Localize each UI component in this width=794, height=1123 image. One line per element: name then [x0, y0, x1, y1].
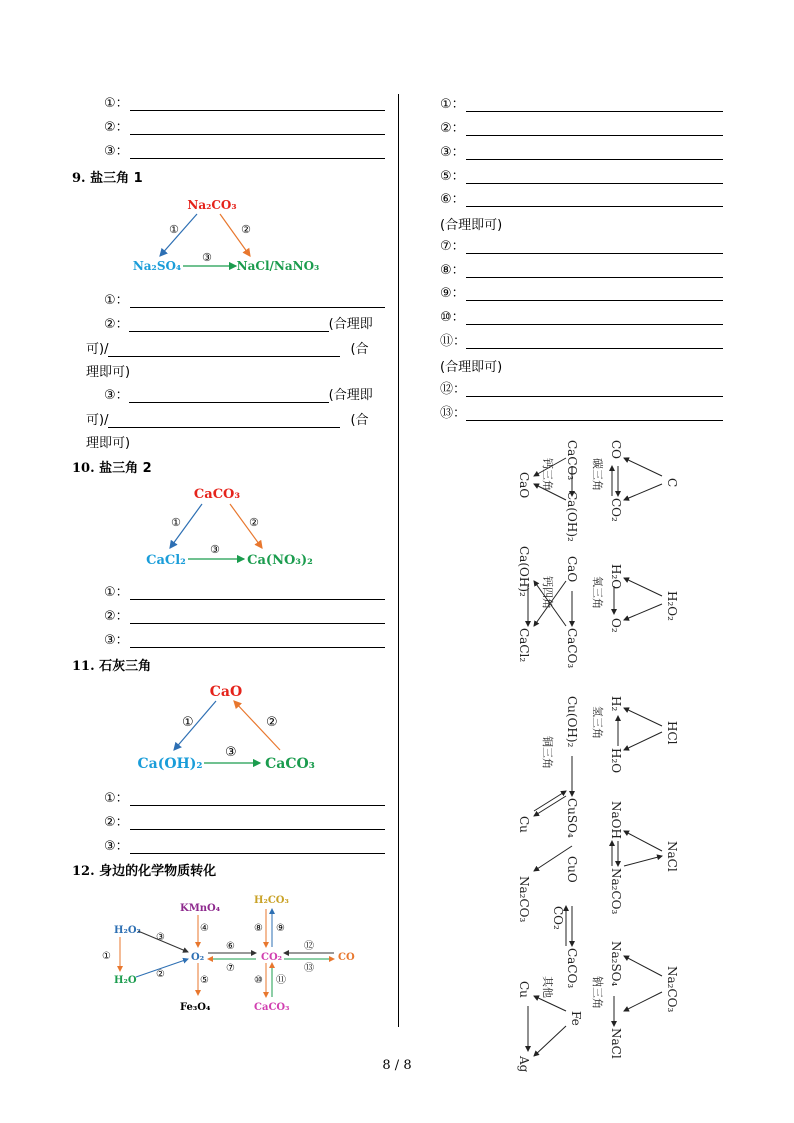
marker: ⑫：: [440, 382, 467, 397]
marker: ②：: [104, 120, 129, 135]
question-number: 10.: [72, 461, 95, 476]
question-number: 9.: [72, 171, 86, 186]
answer-line[interactable]: [440, 260, 723, 278]
label-7: ⑦: [226, 963, 235, 974]
marker: ①：: [440, 97, 465, 112]
fig-calcium3-caco3: CaCO₃: [565, 440, 579, 481]
note: (合理即: [328, 388, 373, 403]
question-10-heading: [72, 457, 152, 476]
label-2: ②: [156, 969, 165, 980]
node-h2co3: H₂CO₃: [254, 895, 289, 906]
label-1: ①: [169, 223, 179, 236]
arrow-1: [174, 701, 216, 750]
marker: ①：: [104, 293, 129, 308]
answer-line-3-cont[interactable]: [86, 409, 369, 428]
fig-oxygen-o2: O₂: [609, 618, 623, 633]
label-1: ①: [171, 516, 181, 529]
node-cao: CaO: [209, 684, 243, 700]
marker: ③：: [104, 144, 129, 159]
note: (合理即: [328, 317, 373, 332]
node-na2co3: Na₂CO₃: [187, 198, 237, 212]
answer-line[interactable]: [104, 836, 385, 854]
node-caoh2: Ca(OH)₂: [137, 756, 203, 772]
marker: ③：: [440, 145, 465, 160]
question-title: 石灰三角: [99, 659, 152, 674]
answer-line[interactable]: [440, 94, 723, 112]
fig-sodium-na2co3-b: Na₂CO₃: [665, 966, 679, 1013]
salt-triangle-1-diagram: [120, 190, 340, 280]
note: 可)/: [86, 413, 109, 428]
label-3: ③: [225, 745, 237, 760]
salt-triangle-2-diagram: [140, 480, 340, 575]
label-8: ⑧: [254, 923, 263, 934]
marker: ③: [104, 388, 116, 403]
node-caco3: CaCO₃: [254, 1002, 290, 1013]
answer-line[interactable]: [104, 606, 385, 624]
answer-line[interactable]: [104, 788, 385, 806]
fig-hydrogen-h2o: H₂O: [609, 748, 623, 774]
label-13: ⑬: [304, 963, 314, 974]
marker: ⑬：: [440, 406, 467, 421]
marker: ⑦：: [440, 239, 465, 254]
label-1: ①: [102, 951, 111, 962]
fig-carbon-c: C: [665, 478, 679, 488]
answer-line[interactable]: [440, 307, 723, 325]
question-9-heading: [72, 167, 143, 186]
node-ca-no3-2: Ca(NO₃)₂: [247, 553, 313, 568]
fig-other-title: 其他: [541, 976, 554, 998]
marker: ②：: [104, 815, 129, 830]
note-tail: 理即可): [86, 365, 131, 380]
label-3: ③: [202, 251, 212, 264]
fig-calcium4-cacl2: CaCl₂: [517, 628, 531, 663]
answer-line[interactable]: [440, 331, 723, 349]
marker: ②：: [440, 121, 465, 136]
marker: ⑪：: [440, 334, 467, 349]
fig-sodium-nacl-b: NaCl: [609, 1028, 623, 1059]
answer-line[interactable]: [104, 582, 385, 600]
label-11: ⑪: [276, 975, 286, 986]
answer-line[interactable]: [104, 93, 385, 111]
reference-figure: [504, 436, 684, 1081]
node-fe3o4: Fe₃O₄: [180, 1002, 211, 1013]
node-co: CO: [338, 952, 355, 963]
node-h2o2: H₂O₂: [114, 925, 141, 936]
label-2: ②: [241, 223, 251, 236]
fig-calcium3-cao: CaO: [517, 472, 531, 499]
column-divider: [398, 94, 399, 1027]
fig-copper-cuo: CuO: [565, 856, 579, 883]
fig-calcium4-cao: CaO: [565, 556, 579, 583]
answer-line-2-cont[interactable]: [86, 338, 369, 357]
marker: ⑧：: [440, 263, 465, 278]
fig-sodium-title: 钠三角: [591, 976, 604, 1009]
label-6: ⑥: [226, 941, 235, 952]
marker: ⑥：: [440, 192, 465, 207]
answer-line-2[interactable]: ②： (合理即: [104, 317, 373, 332]
marker: ①：: [104, 585, 129, 600]
node-nacl-nano3: NaCl/NaNO₃: [236, 259, 320, 273]
question-title: 盐三角 1: [90, 171, 143, 186]
fig-oxygen-h2o2: H₂O₂: [665, 591, 679, 621]
fig-other-fe: Fe: [569, 1011, 583, 1026]
node-o2: O₂: [191, 952, 205, 963]
answer-line[interactable]: [440, 403, 723, 421]
fig-sodium-na2so4: Na₂SO₄: [609, 941, 623, 987]
label-2: ②: [266, 715, 278, 730]
node-na2so4: Na₂SO₄: [132, 259, 182, 273]
daily-chemistry-diagram: [96, 885, 376, 1020]
answer-line[interactable]: [440, 189, 723, 207]
marker: ②：: [104, 609, 129, 624]
fig-other-ag: Ag: [517, 1056, 531, 1073]
answer-line[interactable]: [104, 117, 385, 135]
fig-calcium4-caco3: CaCO₃: [565, 628, 579, 669]
answer-line[interactable]: [104, 141, 385, 159]
note: (合理即可): [440, 218, 503, 233]
fig-copper-cuoh2: Cu(OH)₂: [565, 696, 579, 748]
fig-calcium4-caoh2: Ca(OH)₂: [517, 546, 531, 597]
fig-calcium4-title: 钙四角: [541, 576, 554, 609]
fig-other-na2co3: Na₂CO₃: [517, 876, 531, 923]
question-11-heading: [72, 655, 151, 674]
fig-sodium-na2co3: Na₂CO₃: [609, 868, 623, 915]
answer-line[interactable]: [440, 142, 723, 160]
label-3: ③: [156, 932, 165, 943]
marker: ②: [104, 317, 116, 332]
fig-oxygen-title: 氧三角: [591, 576, 604, 609]
label-9: ⑨: [276, 923, 285, 934]
label-10: ⑩: [254, 975, 263, 986]
marker: ①：: [104, 96, 129, 111]
question-number: 11.: [72, 659, 95, 674]
fig-copper-cu: Cu: [517, 816, 531, 833]
node-cacl2: CaCl₂: [146, 553, 186, 568]
question-title: 身边的化学物质转化: [99, 864, 217, 879]
note-tail: 理即可): [86, 436, 131, 451]
note: 可)/: [86, 342, 109, 357]
fig-copper-cuso4: CuSO₄: [565, 798, 579, 838]
fig-other-co2: CO₂: [551, 906, 565, 930]
fig-copper-title: 铜三角: [541, 736, 554, 769]
label-4: ④: [200, 923, 209, 934]
node-co2: CO₂: [261, 952, 283, 963]
note: (合: [350, 413, 369, 428]
marker: ③：: [104, 633, 129, 648]
node-h2o: H₂O: [114, 975, 137, 986]
question-number: 12.: [72, 864, 95, 879]
answer-line[interactable]: [104, 290, 385, 308]
marker: ⑤：: [440, 169, 465, 184]
answer-line[interactable]: [440, 379, 723, 397]
label-2: ②: [249, 516, 259, 529]
fig-hydrogen-h2: H₂: [609, 696, 623, 712]
marker: ③：: [104, 839, 129, 854]
answer-line[interactable]: [104, 812, 385, 830]
fig-calcium3-caoh2: Ca(OH)₂: [565, 491, 579, 542]
answer-line[interactable]: [104, 630, 385, 648]
triangles-overview: [504, 436, 684, 1081]
note: (合理即可): [440, 360, 503, 375]
note: (合: [350, 342, 369, 357]
fig-carbon-co2: CO₂: [609, 498, 623, 522]
fig-oxygen-h2o: H₂O: [609, 564, 623, 590]
fig-carbon-title: 碳三角: [591, 458, 604, 491]
fig-other-caco3: CaCO₃: [565, 948, 579, 989]
label-3: ③: [210, 543, 220, 556]
answer-line[interactable]: [440, 166, 723, 184]
lime-triangle-diagram: [130, 678, 340, 778]
marker: ⑩：: [440, 310, 465, 325]
marker: ①：: [104, 791, 129, 806]
fig-hydrogen-title: 氢三角: [591, 706, 604, 739]
node-caco3: CaCO₃: [265, 756, 315, 772]
fig-carbon-co: CO: [609, 440, 623, 460]
question-title: 盐三角 2: [99, 461, 152, 476]
node-caco3: CaCO₃: [193, 487, 241, 502]
answer-line[interactable]: [440, 118, 723, 136]
page-number: 8 / 8: [382, 1058, 412, 1073]
answer-line[interactable]: [440, 283, 723, 301]
fig-hydrogen-hcl: HCl: [665, 721, 679, 745]
fig-sodium-naoh: NaOH: [609, 801, 623, 839]
question-12-heading: [72, 860, 216, 879]
label-5: ⑤: [200, 975, 209, 986]
label-1: ①: [182, 715, 194, 730]
fig-calcium3-title: 钙三角: [541, 458, 554, 491]
fig-sodium-nacl: NaCl: [665, 841, 679, 872]
label-12: ⑫: [304, 941, 314, 952]
answer-line[interactable]: [440, 236, 723, 254]
marker: ⑨：: [440, 286, 465, 301]
fig-other-cu: Cu: [517, 981, 531, 998]
node-kmno4: KMnO₄: [180, 903, 221, 914]
answer-line-3[interactable]: ③： (合理即: [104, 388, 373, 403]
